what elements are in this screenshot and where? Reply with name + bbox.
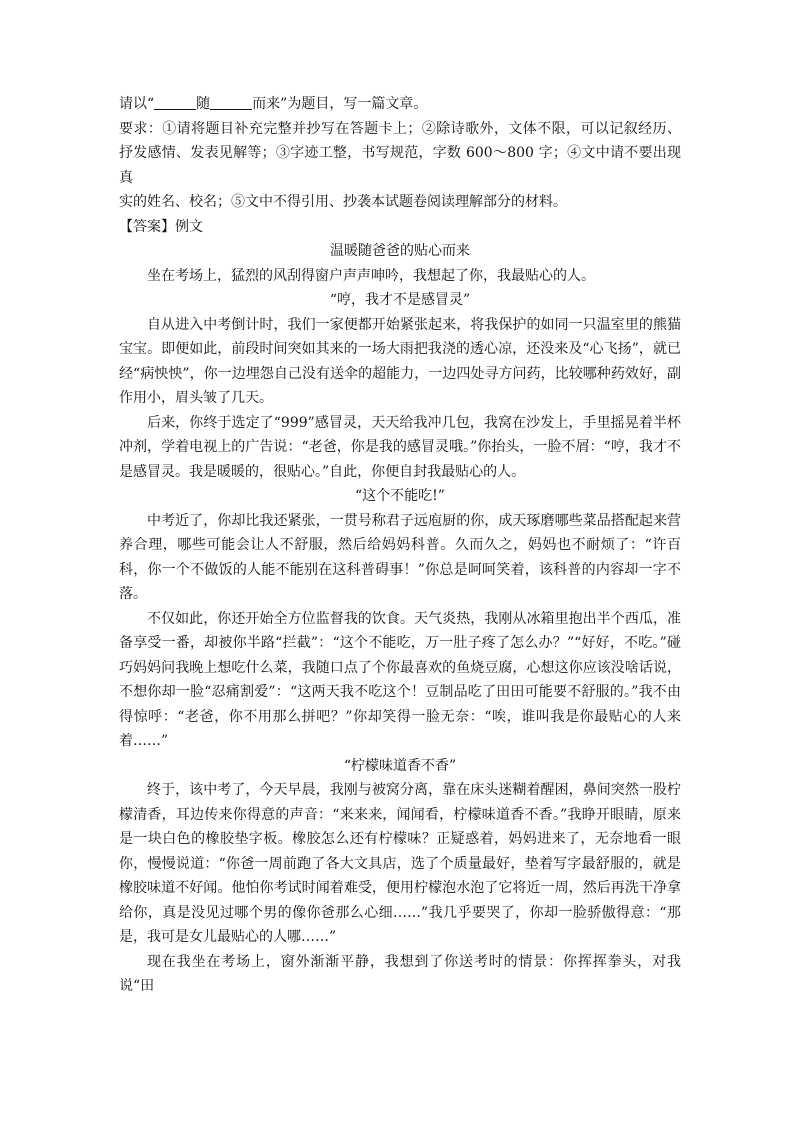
prompt-blank-2 (210, 95, 252, 110)
essay-title: 温暖随爸爸的贴心而来 (330, 243, 470, 259)
section-2-paragraph-1: 中考近了，你却比我还紧张，一贯号称君子远庖厨的你，成天琢磨哪些菜品搭配起来营养合理，哪些可能会让人不舒服，然后给妈妈科普。久而久之，妈妈也不耐烦了：“许百科，你一个不做饭的人能不能别在这科普碍事！”你总是呵呵笑着，该科普的内容却一字不落。 (119, 512, 681, 602)
requirements-line-3: 实的姓名、校名；⑤文中不得引用、抄袭本试题卷阅读理解部分的材料。 (119, 194, 567, 210)
prompt-blank-1 (154, 95, 196, 110)
requirements-line-1: 要求：①请将题目补充完整并抄写在答题卡上；②除诗歌外，文体不限，可以记叙经历、 (119, 120, 681, 137)
section-3-paragraph-2: 现在我坐在考场上，窗外渐渐平静，我想到了你送考时的情景：你挥挥拳头，对我说“田 (119, 953, 681, 994)
section-1-heading: “哼，我才不是感冒灵” (329, 292, 471, 308)
requirements-line-2: 抒发感情、发表见解等；③字迹工整，书写规范，字数 600～800 字；④文中请不要出现真 (119, 145, 681, 186)
section-2-paragraph-2: 不仅如此，你还开始全方位监督我的饮食。天气炎热，我刚从冰箱里抱出半个西瓜，准备享受一番，却被你半路“拦截”：“这个不能吃，万一肚子疼了怎么办？”“好好，不吃。”碰巧妈妈问我晚上想吃什么菜，我随口点了个你最喜欢的鱼烧豆腐，心想这你应该没啥话说，不想你却一脸“忍痛割爱”：“这两天我不吃这个！豆制品吃了田田可能要不舒服的。”我不由得惊呼：“老爸，你不用那么拼吧？”你却笑得一脸无奈：“唉，谁叫我是你最贴心的人来着……” (119, 610, 681, 749)
prompt-middle: 随 (196, 96, 211, 112)
essay-intro: 坐在考场上，猛烈的风刮得窗户声声呻吟，我想起了你，我最贴心的人。 (147, 267, 595, 284)
essay-prompt (119, 92, 681, 117)
answer-label: 【答案】例文 (119, 218, 203, 235)
section-3-paragraph-1: 终于，该中考了，今天早晨，我刚与被窝分离，靠在床头迷糊着醒困，鼻间突然一股柠檬清香，耳边传来你得意的声音：“来来来，闻闻看，柠檬味道香不香。”我睁开眼睛，原来是一块白色的橡胶垫字板。橡胶怎么还有柠檬味？正疑惑着，妈妈进来了，无奈地看一眼你，慢慢说道：“你爸一周前跑了各大文具店，选了个质量最好，垫着写字最舒服的，就是橡胶味道不好闻。他怕你考试时闻着难受，便用柠檬泡水泡了它将近一周，然后再洗干净拿给你，真是没见过哪个男的像你爸那么心细……”我几乎要哭了，你却一脸骄傲得意：“那是，我可是女儿最贴心的人哪……” (119, 782, 681, 945)
section-3-heading: “柠檬味道香不香” (343, 757, 457, 774)
section-1-paragraph-2: 后来，你终于选定了“999”感冒灵，天天给我冲几包，我窝在沙发上，手里摇晃着半杯冲剂，学着电视上的广告说：“老爸，你是我的感冒灵哦。”你抬头，一脸不屑：“哼，我才不是感冒灵。我是暖暖的，很贴心。”自此，你便自封我最贴心的人。 (119, 414, 681, 480)
section-2-heading: “这个不能吃!” (355, 488, 445, 504)
section-1-paragraph-1: 自从进入中考倒计时，我们一家便都开始紧张起来，将我保护的如同一只温室里的熊猫宝宝。即便如此，前段时间突如其来的一场大雨把我浇的透心凉，还没来及“心飞扬”，就已经“病怏怏”，你一边埋怨自己没有送伞的超能力，一边四处寻方问药，比较哪种药效好，副作用小，眉头皱了几天。 (119, 316, 681, 406)
document-page (119, 92, 681, 999)
prompt-suffix: 而来”为题目，写一篇文章。 (252, 96, 428, 112)
prompt-prefix: 请以“ (119, 96, 155, 112)
